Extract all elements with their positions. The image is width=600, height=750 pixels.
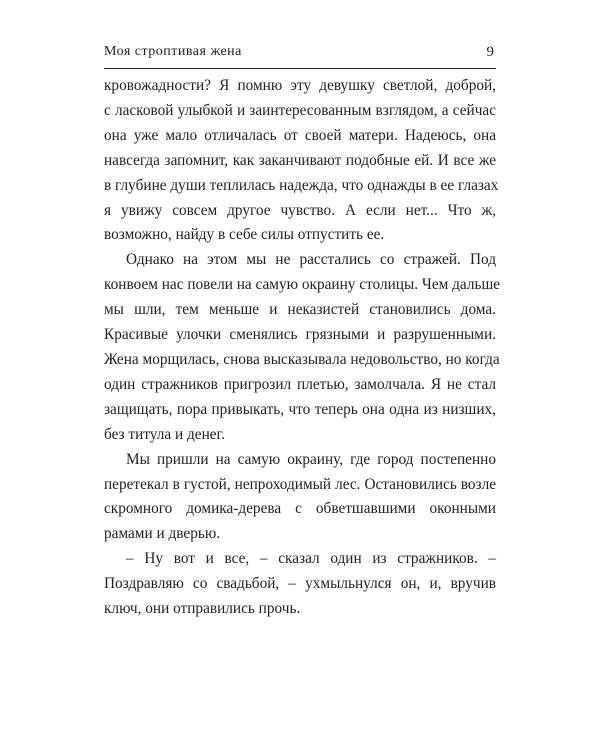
text-line: Поздравляю со свадьбой, – ухмыльнулся он, и, вручив <box>104 575 496 593</box>
paragraph <box>104 448 496 548</box>
text-line: – Ну вот и все, – сказал один из стражников. – <box>126 550 496 568</box>
paragraph <box>104 547 496 622</box>
paragraph <box>104 248 501 447</box>
body-text <box>104 74 501 622</box>
text-line: скромного домика-дерева с обветшавшими оконными <box>104 500 496 518</box>
text-line: в глубине души теплилась надежда, что однажды в ее глазах <box>104 176 499 194</box>
page-number: 9 <box>486 44 494 60</box>
text-line: я увижу совсем другое чувство. А если нет... Что ж, <box>104 201 496 219</box>
text-line: без титула и денег. <box>104 425 225 443</box>
text-line: рамами и дверью. <box>104 525 221 543</box>
text-line: навсегда запомнит, как заканчивают подобные ей. И все же <box>104 151 496 169</box>
text-line: Красивые улочки сменялись грязными и разрушенными. <box>104 326 496 344</box>
text-line: перетекал в густой, непроходимый лес. Остановились возле <box>104 475 496 493</box>
text-line: один стражников пригрозил плетью, замолчала. Я не стал <box>104 375 496 393</box>
text-line: с ласковой улыбкой и заинтересованным взглядом, а сейчас <box>104 101 496 119</box>
text-line: мы шли, тем меньше и неказистей становились дома. <box>104 301 496 319</box>
text-line: ключ, они отправились прочь. <box>104 600 301 618</box>
paragraph <box>104 74 499 248</box>
text-line: кровожадности? Я помню эту девушку светлой, доброй, <box>104 77 496 94</box>
text-line: защищать, пора привыкать, что теперь она одна из низших, <box>104 400 496 418</box>
running-title: Моя строптивая жена <box>104 44 242 59</box>
text-line: Мы пришли на самую окраину, где город постепенно <box>126 450 496 468</box>
header-rule <box>104 68 496 69</box>
text-line: она уже мало отличалась от своей матери. Надеюсь, она <box>104 126 496 144</box>
running-header <box>104 44 496 66</box>
text-line: возможно, найду в себе силы отпустить ее. <box>104 226 385 244</box>
text-line: конвоем нас повели на самую окраину столицы. Чем дальше <box>104 276 501 294</box>
text-line: Однако на этом мы не расстались со стражей. Под <box>126 251 496 269</box>
text-line: Жена морщилась, снова высказывала недовольство, но когда <box>104 350 500 368</box>
